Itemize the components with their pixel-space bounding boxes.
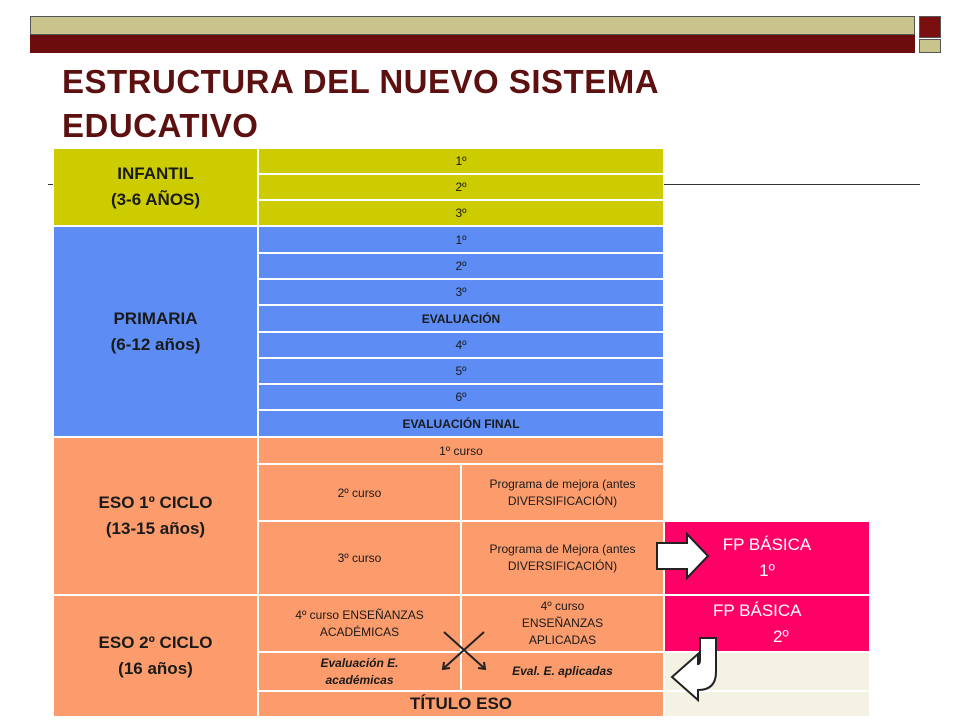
infantil-label-2: (3-6 AÑOS): [110, 190, 201, 209]
fp-basica-1-l1: FP BÁSICA: [722, 535, 812, 554]
crossing-arrows-icon: [443, 632, 485, 669]
infantil-row-1: 1º: [258, 148, 664, 174]
primaria-label-1: PRIMARIA: [113, 308, 198, 328]
primaria-row-1: 1º: [258, 226, 664, 253]
primaria-row-4: 4º: [258, 332, 664, 358]
primaria-row-6: 6º: [258, 384, 664, 410]
eso1-row-3-regular: 3º curso: [258, 521, 461, 595]
fp-basica-1-l2: 1º: [759, 561, 775, 580]
return-arrow-icon: [672, 638, 716, 700]
primaria-label-2: (6-12 años): [110, 334, 201, 354]
primaria-row-2: 2º: [258, 253, 664, 279]
eso1-label-2: (13-15 años): [105, 519, 206, 538]
eso1-label-1: ESO 1º CICLO: [98, 493, 213, 512]
eso2-label-2: (16 años): [118, 659, 193, 678]
title-line-2: EDUCATIVO: [62, 107, 259, 144]
eso2-academicas: 4º curso ENSEÑANZAS ACADÉMICAS: [258, 595, 461, 652]
infantil-label-1: INFANTIL: [117, 164, 194, 183]
eso2-eval-aplicadas: Eval. E. aplicadas: [461, 652, 664, 691]
eso1-row-2-programa: Programa de mejora (antes DIVERSIFICACIÓN): [461, 464, 664, 521]
fp-basica-2-l1: FP BÁSICA: [713, 600, 802, 620]
right-arrow-icon: [657, 534, 708, 578]
infantil-row-3: 3º: [258, 200, 664, 226]
primaria-row-evaluacion-final: EVALUACIÓN FINAL: [258, 410, 664, 437]
fp-basica-2-l2: 2º: [773, 626, 789, 646]
primaria-row-evaluacion: EVALUACIÓN: [258, 305, 664, 332]
eso2-eval-academicas: Evaluación E. académicas: [258, 652, 461, 691]
titulo-eso: TÍTULO ESO: [258, 691, 664, 717]
eso1-row-1: 1º curso: [258, 437, 664, 464]
primaria-row-5: 5º: [258, 358, 664, 384]
title-line-1: ESTRUCTURA DEL NUEVO SISTEMA: [62, 63, 660, 100]
eso2-aplicadas: 4º curso ENSEÑANZAS APLICADAS: [461, 595, 664, 652]
eso1-row-2-regular: 2º curso: [258, 464, 461, 521]
eso2-label-1: ESO 2º CICLO: [98, 633, 213, 652]
primaria-row-3: 3º: [258, 279, 664, 305]
infantil-row-2: 2º: [258, 174, 664, 200]
eso1-row-3-programa: Programa de Mejora (antes DIVERSIFICACIÓN): [461, 521, 664, 595]
